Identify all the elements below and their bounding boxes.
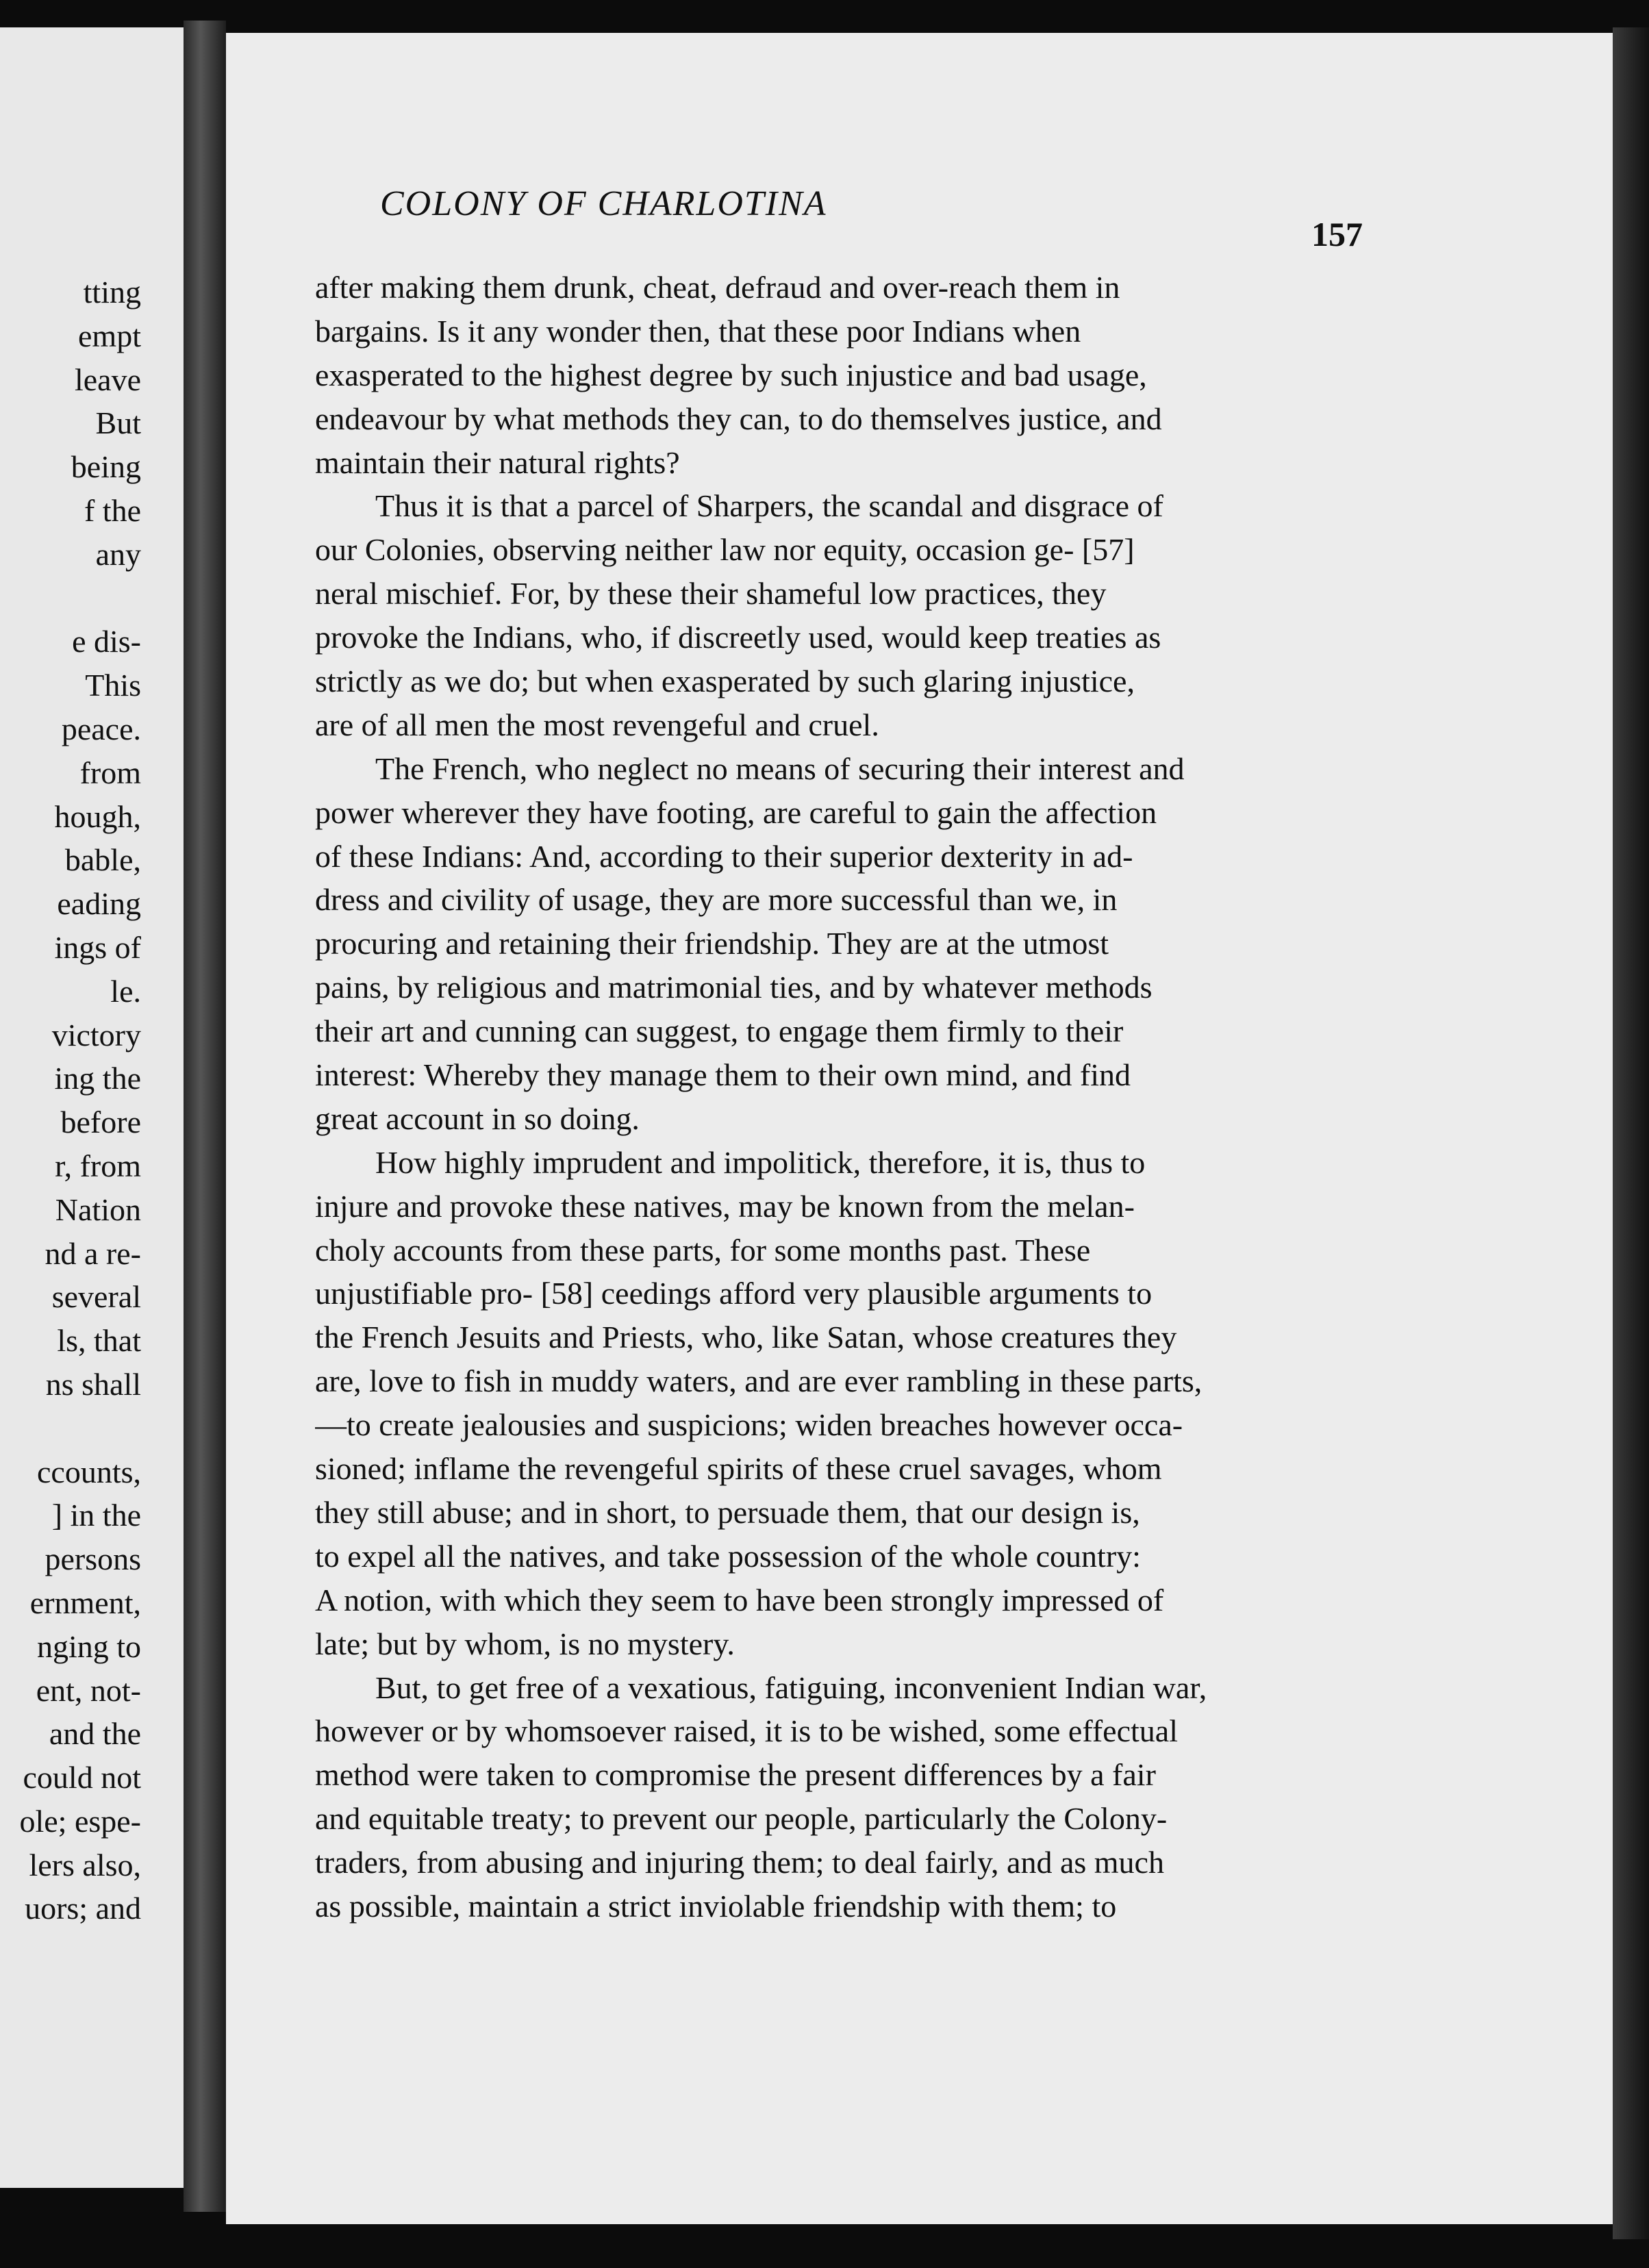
text-line: endeavour by what methods they can, to do themselves justice, and bbox=[315, 401, 1162, 436]
text-line: however or by whomsoever raised, it is to be wished, some effectual bbox=[315, 1713, 1178, 1749]
text-line: bargains. Is it any wonder then, that these poor Indians when bbox=[315, 313, 1081, 349]
text-line: dress and civility of usage, they are more successful than we, in bbox=[315, 882, 1118, 918]
page-number: 157 bbox=[1311, 215, 1363, 253]
left-page-line: bable, bbox=[64, 842, 141, 878]
text-line: sioned; inflame the revengeful spirits of these cruel savages, whom bbox=[315, 1451, 1162, 1487]
left-page-text bbox=[0, 270, 184, 1930]
running-head: COLONY OF CHARLOTINA bbox=[380, 184, 827, 223]
left-page-line: ole; espe- bbox=[19, 1803, 141, 1839]
text-line: to expel all the natives, and take possession of the whole country: bbox=[315, 1538, 1141, 1574]
left-page-line: e dis- bbox=[72, 624, 141, 659]
left-page-line: could not bbox=[23, 1760, 141, 1796]
text-line: are of all men the most revengeful and cruel. bbox=[315, 707, 879, 742]
left-page-line: leave bbox=[74, 362, 141, 397]
left-page-line: nd a re- bbox=[45, 1235, 141, 1271]
text-line: procuring and retaining their friendship. They are at the utmost bbox=[315, 926, 1109, 961]
left-page-line: f the bbox=[84, 492, 141, 528]
text-line: strictly as we do; but when exasperated by such glaring injustice, bbox=[315, 664, 1135, 699]
text-line: How highly imprudent and impolitick, therefore, it is, thus to bbox=[375, 1144, 1146, 1180]
text-line: choly accounts from these parts, for some months past. These bbox=[315, 1232, 1091, 1268]
left-page-line: le. bbox=[110, 973, 141, 1009]
text-line: But, to get free of a vexatious, fatiguing, inconvenient Indian war, bbox=[375, 1670, 1207, 1705]
left-page-line: ing the bbox=[54, 1061, 141, 1096]
text-line: their art and cunning can suggest, to engage them firmly to their bbox=[315, 1013, 1124, 1049]
book-gutter bbox=[184, 21, 226, 2212]
text-line: A notion, with which they seem to have been strongly impressed of bbox=[315, 1582, 1164, 1617]
text-line: late; but by whom, is no mystery. bbox=[315, 1626, 735, 1661]
text-line: as possible, maintain a strict inviolable friendship with them; to bbox=[315, 1888, 1117, 1924]
text-line: neral mischief. For, by these their shameful low practices, they bbox=[315, 576, 1107, 612]
text-line: injure and provoke these natives, may be known from the melan- bbox=[315, 1188, 1135, 1224]
page-edge bbox=[1613, 27, 1649, 2239]
left-page-line: hough, bbox=[54, 798, 141, 834]
left-page-line: r, from bbox=[55, 1148, 141, 1183]
text-line: our Colonies, observing neither law nor equity, occasion ge- [57] bbox=[315, 532, 1135, 568]
left-page-line: eading bbox=[57, 886, 141, 922]
text-line: and equitable treaty; to prevent our people, particularly the Colony- bbox=[315, 1801, 1168, 1837]
text-line: great account in so doing. bbox=[315, 1100, 640, 1136]
left-page-line: ] in the bbox=[51, 1498, 141, 1533]
text-line: they still abuse; and in short, to persuade them, that our design is, bbox=[315, 1494, 1140, 1530]
text-line: exasperated to the highest degree by such injustice and bad usage, bbox=[315, 357, 1147, 392]
left-page-line: nging to bbox=[36, 1628, 141, 1664]
left-page-line: empt bbox=[78, 318, 141, 353]
text-line: —to create jealousies and suspicions; widen breaches however occa- bbox=[315, 1407, 1183, 1443]
text-line: are, love to fish in muddy waters, and are ever rambling in these parts, bbox=[315, 1363, 1203, 1399]
left-page-line: But bbox=[95, 405, 141, 441]
left-page-line: tting bbox=[83, 275, 141, 310]
left-page-line: peace. bbox=[61, 711, 141, 746]
text-line: method were taken to compromise the present differences by a fair bbox=[315, 1757, 1156, 1793]
left-page-line: before bbox=[60, 1105, 141, 1140]
left-page-line: ernment, bbox=[29, 1585, 141, 1620]
left-page-line: several bbox=[51, 1279, 141, 1315]
text-line: the French Jesuits and Priests, who, like Satan, whose creatures they bbox=[315, 1320, 1177, 1355]
text-line: Thus it is that a parcel of Sharpers, the scandal and disgrace of bbox=[375, 488, 1163, 524]
text-line: after making them drunk, cheat, defraud and over-reach them in bbox=[315, 270, 1120, 305]
left-page-line: ls, that bbox=[57, 1323, 141, 1359]
text-line: provoke the Indians, who, if discreetly used, would keep treaties as bbox=[315, 620, 1161, 655]
left-page-line: ent, not- bbox=[36, 1672, 141, 1708]
text-line: maintain their natural rights? bbox=[315, 444, 680, 480]
text-line: The French, who neglect no means of securing their interest and bbox=[375, 751, 1185, 786]
left-page-line: lers also, bbox=[29, 1847, 141, 1882]
left-page-line: from bbox=[79, 755, 141, 790]
left-page-line: ns shall bbox=[45, 1366, 141, 1402]
text-line: unjustifiable pro- [58] ceedings afford very plausible arguments to bbox=[315, 1276, 1153, 1311]
left-page-line: ccounts, bbox=[36, 1454, 141, 1489]
left-page-line: Nation bbox=[55, 1192, 141, 1227]
left-page-line: uors; and bbox=[25, 1891, 141, 1926]
left-page-line: ings of bbox=[54, 929, 141, 965]
left-page-line: victory bbox=[51, 1017, 141, 1053]
left-page-line: This bbox=[85, 668, 141, 703]
left-page-line bbox=[0, 1407, 184, 1450]
left-page-line: any bbox=[95, 536, 141, 572]
left-page bbox=[0, 27, 184, 2188]
left-page-line: persons bbox=[45, 1541, 141, 1577]
text-line: traders, from abusing and injuring them; to deal fairly, and as much bbox=[315, 1845, 1164, 1880]
text-line: interest: Whereby they manage them to their own mind, and find bbox=[315, 1057, 1131, 1093]
left-page-line bbox=[0, 577, 184, 620]
left-page-line: and the bbox=[49, 1716, 141, 1752]
left-page-line: being bbox=[71, 449, 141, 485]
body-text bbox=[315, 266, 1363, 1928]
text-line: of these Indians: And, according to their superior dexterity in ad- bbox=[315, 838, 1133, 874]
text-line: power wherever they have footing, are careful to gain the affection bbox=[315, 794, 1157, 830]
text-line: pains, by religious and matrimonial ties, and by whatever methods bbox=[315, 970, 1153, 1005]
